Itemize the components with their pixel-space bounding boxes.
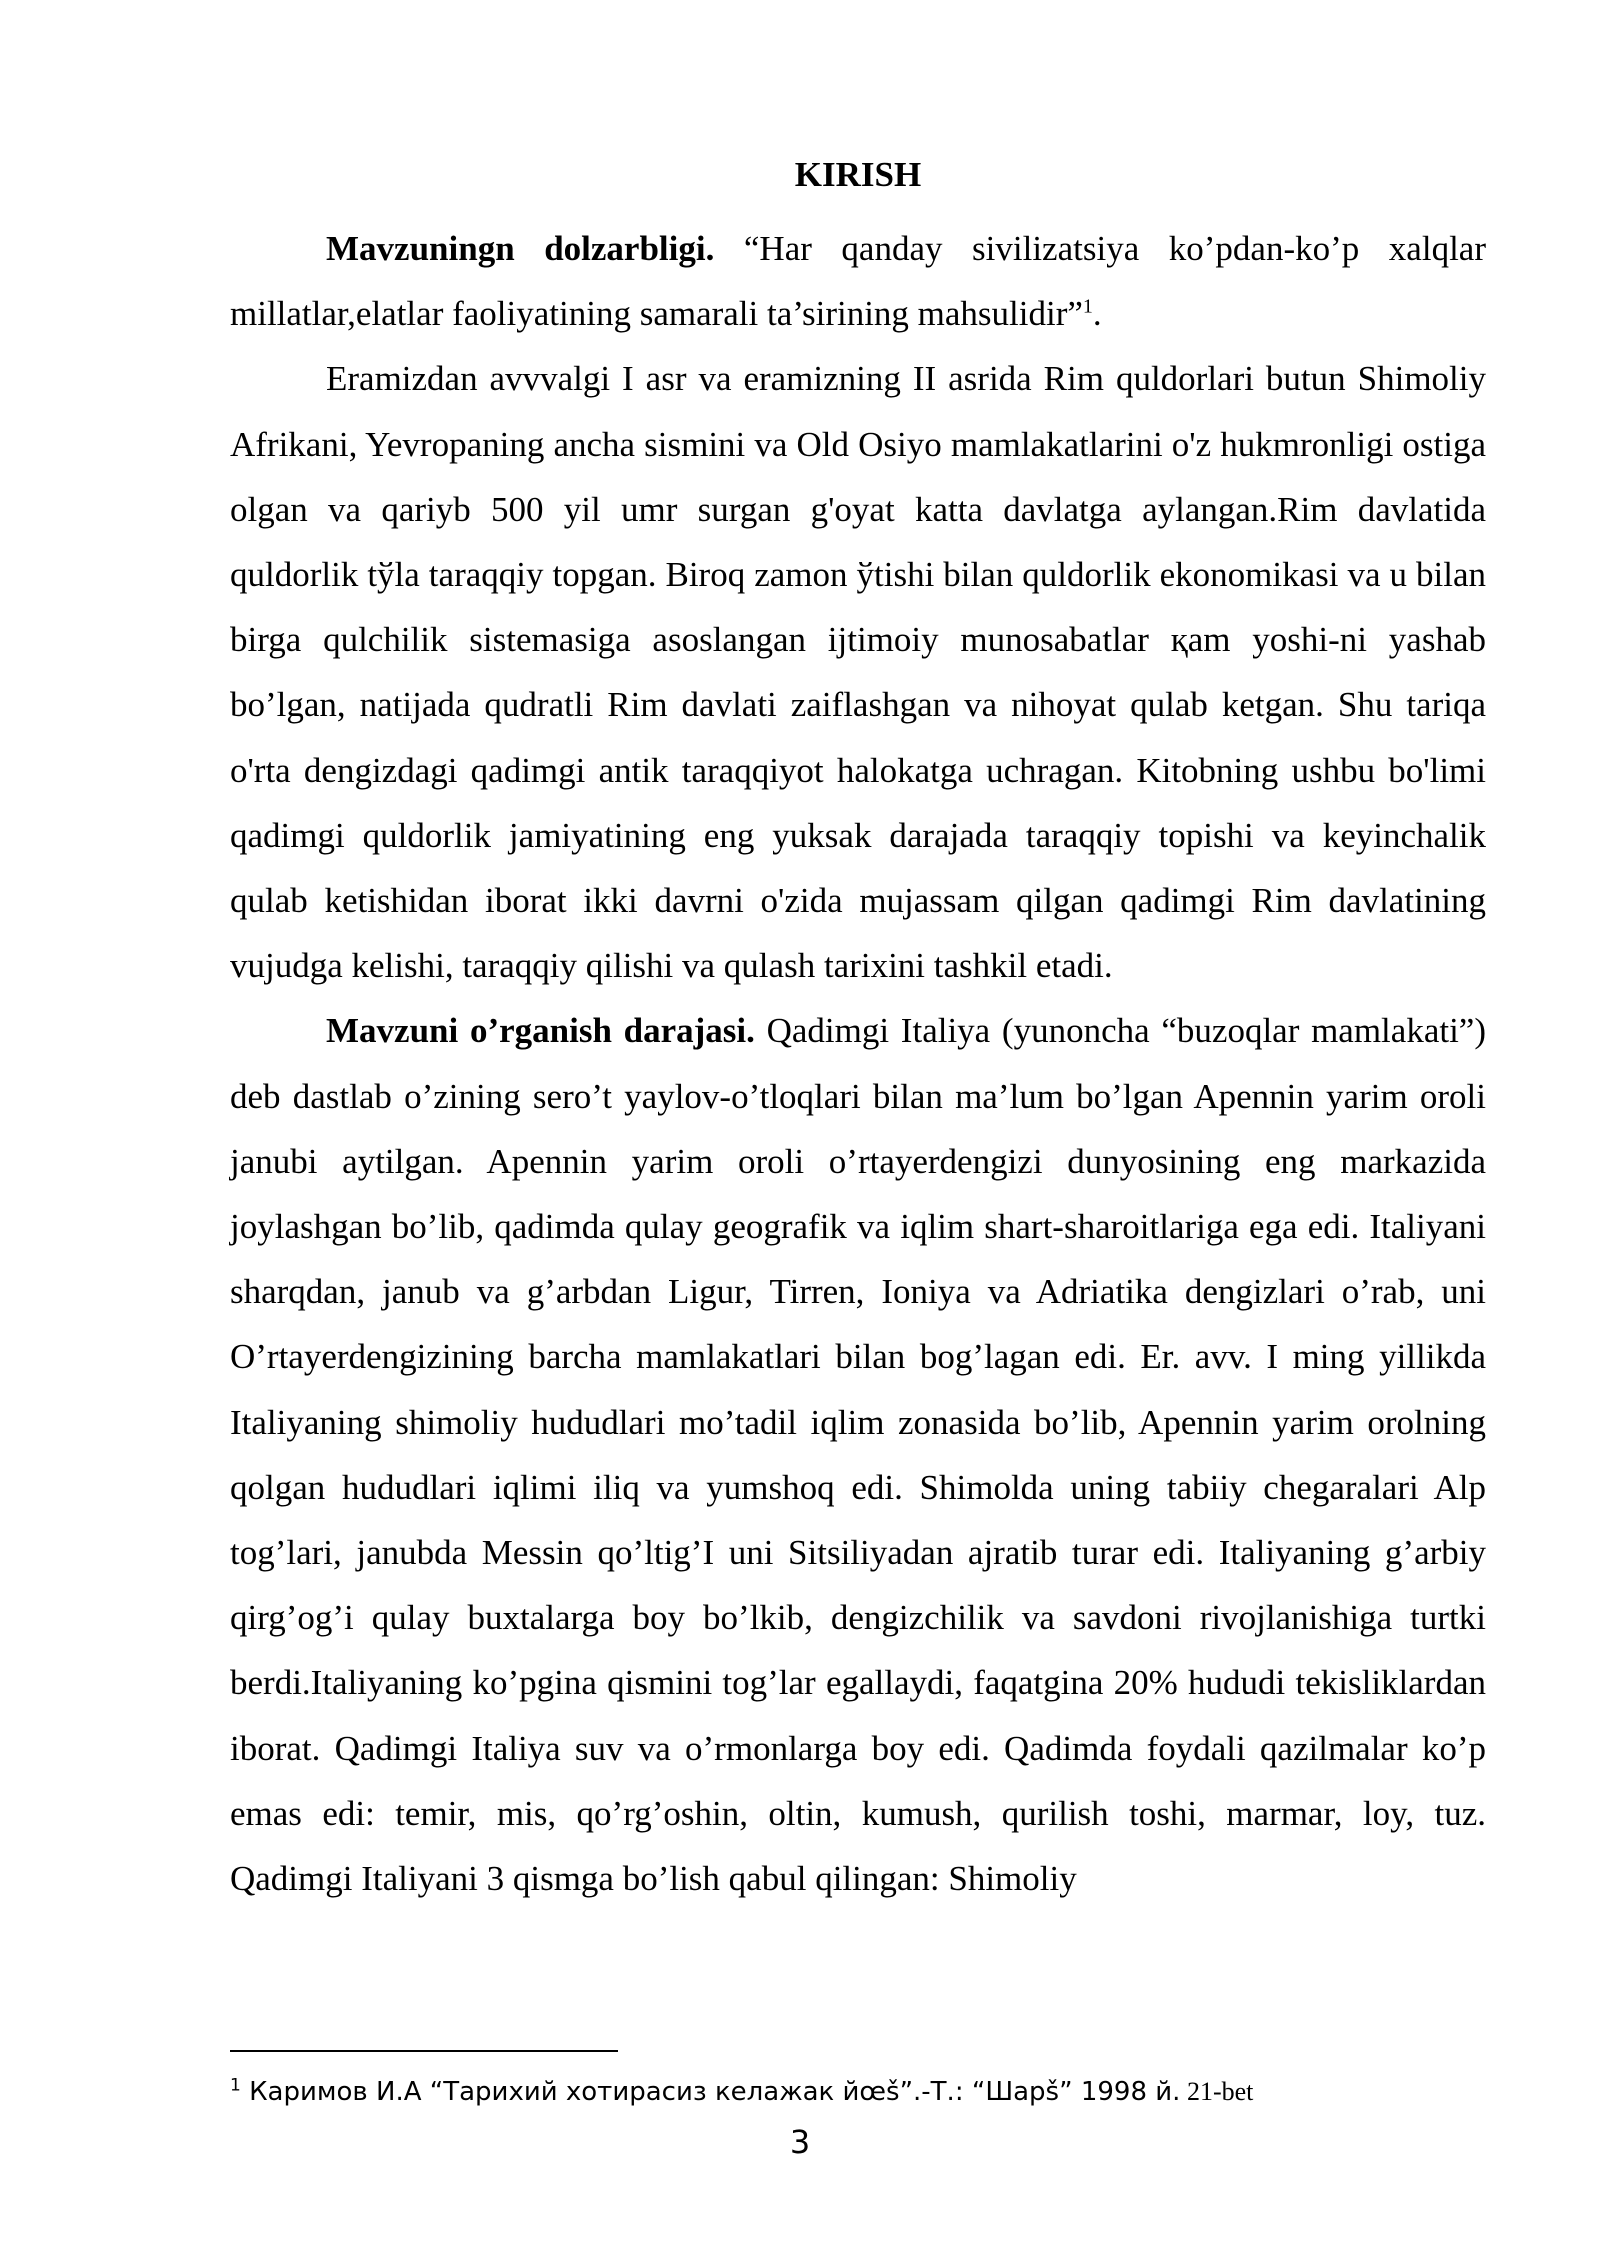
footnote-reference[interactable]: 1	[1082, 295, 1093, 318]
paragraph-relevance	[230, 216, 1486, 346]
paragraph-text: Eramizdan avvvalgi I asr va eramizning II asrida Rim quldorlari butun Shimoliy Afrikani, Yevropaning ancha sismini va Old Osiyo mamlakatlarini o'z hukmronligi ostiga olgan va qariyb 500 yil umr surgan g'oyat katta davlatga aylangan.Rim davlatida quldorlik tўla taraqqiy topgan. Biroq zamon ўtishi bilan quldorlik ekonomikasi va u bilan birga qulchilik sistemasiga asoslangan ijtimoiy munosabatlar қam yoshi-ni yashab bo’lgan, natijada qudratli Rim davlati zaiflashgan va nihoyat qulab ketgan. Shu tariqa o'rta dengizdagi qadimgi antik taraqqiyot halokatga uchragan. Kitobning ushbu bo'limi qadimgi quldorlik jamiyatining eng yuksak darajada taraqqiy topishi va keyinchalik qulab ketishidan iborat ikki davrni o'zida mujassam qilgan qadimgi Rim davlatining vujudga kelishi, taraqqiy qilishi va qulash tarixini tashkil etadi.	[230, 359, 1486, 986]
paragraph-heading: Mavzuni o’rganish darajasi.	[326, 1011, 755, 1051]
page-number: 3	[789, 2123, 811, 2161]
document-body	[230, 150, 1486, 1911]
footnote-text: Каримов И.А “Тарихий хотирасиз келажак йœš”.-Т.: “Шарš” 1998 й.	[240, 2077, 1181, 2107]
paragraph-text-tail: .	[1092, 294, 1102, 334]
paragraph-study-level	[230, 998, 1486, 1911]
footnote-separator	[230, 2050, 618, 2052]
paragraph-rome-history	[230, 346, 1486, 998]
footnote	[230, 2074, 1486, 2110]
paragraph-text: “Har qanday sivilizatsiya ko’pdan-ko’p xalqlar millatlar,elatlar faoliyatining samarali ta’sirining mahsulidir”	[230, 229, 1486, 334]
paragraph-text: Qadimgi Italiya (yunoncha “buzoqlar mamlakati”) deb dastlab o’zining sero’t yaylov-o’tloqlari bilan ma’lum bo’lgan Apennin yarim oroli janubi aytilgan. Apennin yarim oroli o’rtayerdengizi dunyosining eng markazida joylashgan bo’lib, qadimda qulay geografik va iqlim shart-sharoitlariga ega edi. Italiyani sharqdan, janub va g’arbdan Ligur, Tirren, Ioniya va Adriatika dengizlari o’rab, uni O’rtayerdengizining barcha mamlakatlari bilan bog’lagan edi. Er. avv. I ming yillikda Italiyaning shimoliy hududlari mo’tadil iqlim zonasida bo’lib, Apennin yarim orolning qolgan hududlari iqlimi iliq va yumshoq edi. Shimolda uning tabiiy chegaralari Alp tog’lari, janubda Messin qo’ltig’I uni Sitsiliyadan ajratib turar edi. Italiyaning g’arbiy qirg’og’i qulay buxtalarga boy bo’lkib, dengizchilik va savdoni rivojlanishiga turtki berdi.Italiyaning ko’pgina qismini tog’lar egallaydi, faqatgina 20% hududi tekisliklardan iborat. Qadimgi Italiya suv va o’rmonlarga boy edi. Qadimda foydali qazilmalar ko’p emas edi: temir, mis, qo’rg’oshin, oltin, kumush, qurilish toshi, marmar, loy, tuz. Qadimgi Italiyani 3 qismga bo’lish qabul qilingan: Shimoliy	[230, 1011, 1486, 1899]
paragraph-heading: Mavzuningn dolzarbligi.	[326, 229, 715, 268]
footnote-page-ref: 21-bet	[1180, 2077, 1254, 2106]
document-title: KIRISH	[794, 155, 922, 194]
footnote-mark: 1	[230, 2075, 241, 2096]
